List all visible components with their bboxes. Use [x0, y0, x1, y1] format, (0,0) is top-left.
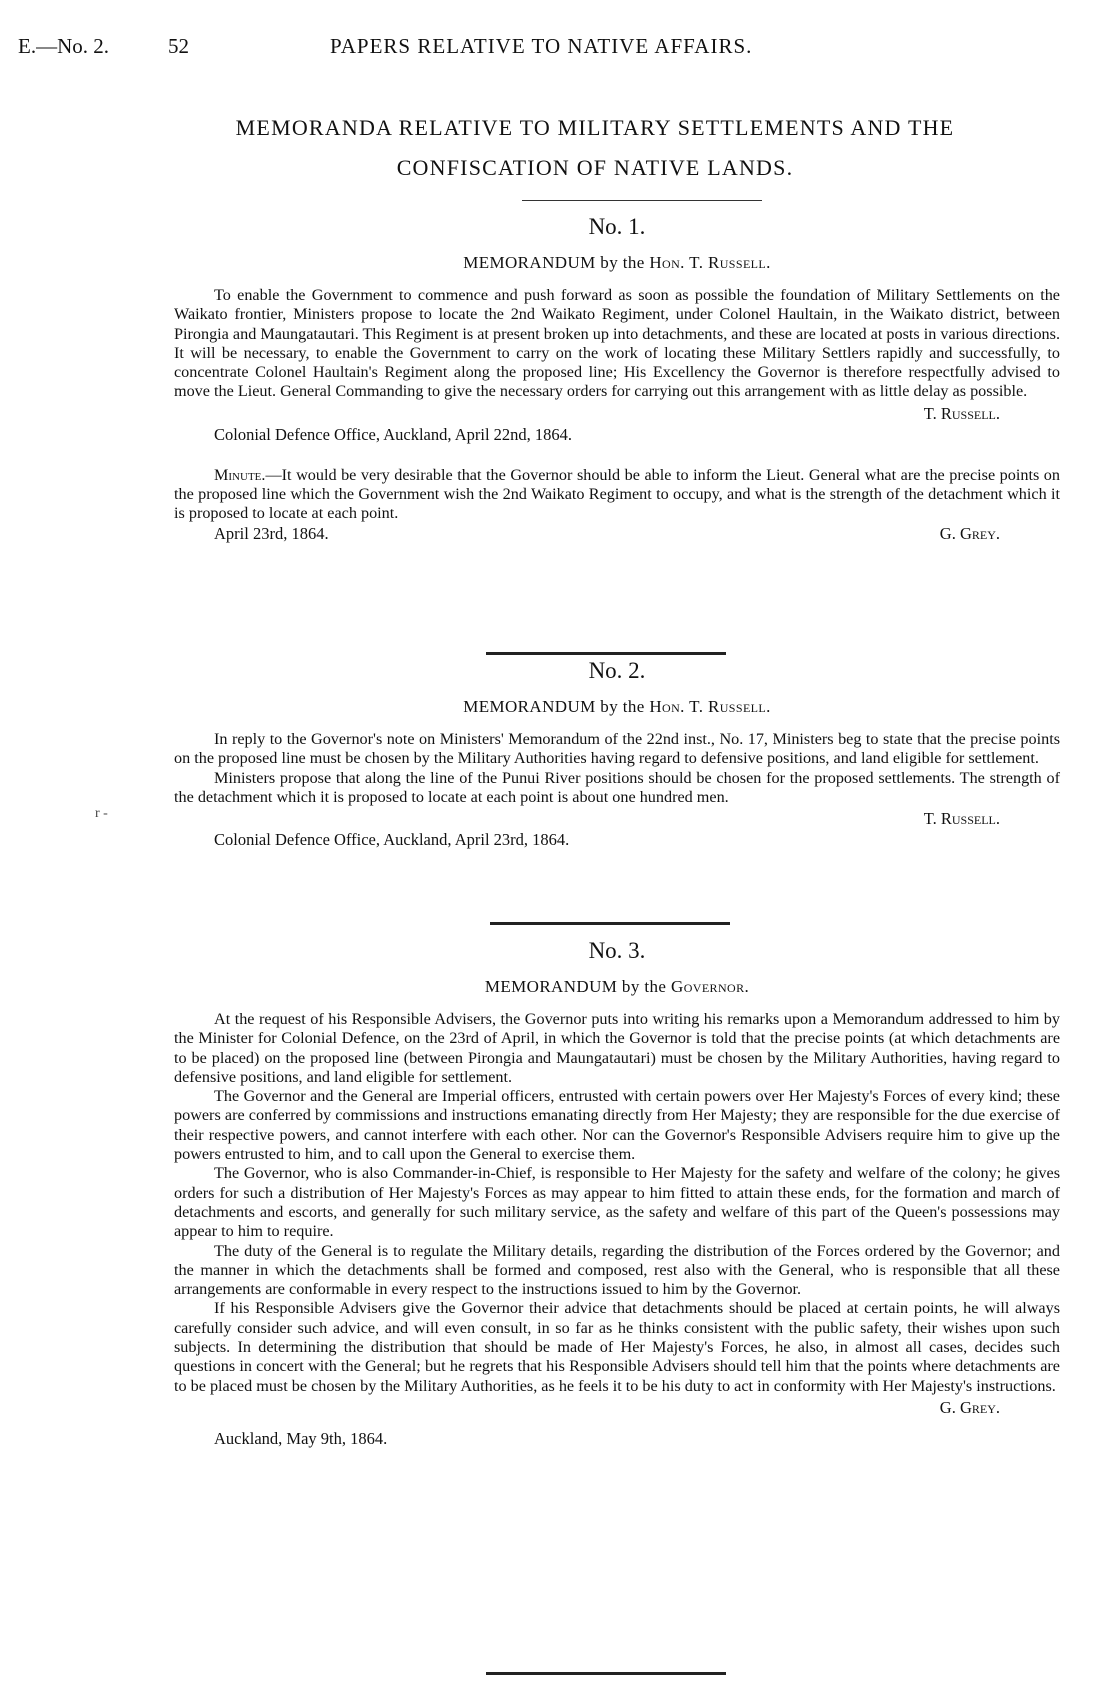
- main-title-line-1: MEMORANDA RELATIVE TO MILITARY SETTLEMENTS AND THE: [235, 115, 955, 140]
- minute-text: —It would be very desirable that the Governor should be able to inform the Lieut. General what are the precise points on the proposed line which the Government wish the 2nd Waikato Regiment to occupy, and what is the strength of the detachment which it is proposed to locate at each point.: [174, 465, 1060, 523]
- memo-3-number: No. 3.: [588, 938, 646, 963]
- memo-3-heading: [174, 974, 1060, 1000]
- memo-2-paragraph-1: In reply to the Governor's note on Ministers' Memorandum of the 22nd inst., No. 17, Ministers beg to state that the precise points on the proposed line must be chosen by the Military Authorities having regard to defensive positions, and land eligible for settlement.: [174, 730, 1060, 768]
- memo-1-minute: [174, 466, 1060, 524]
- minute-label: Minute.: [214, 465, 266, 484]
- memo-1-dateline: Colonial Defence Office, Auckland, April 22nd, 1864.: [214, 424, 573, 444]
- minute-date: April 23rd, 1864.: [214, 523, 329, 543]
- memo-2-heading: [174, 694, 1060, 720]
- memo-1-author: Hon. T. Russell.: [649, 253, 771, 272]
- memo-2-dateline: Colonial Defence Office, Auckland, April 23rd, 1864.: [214, 830, 570, 850]
- main-title-line-2: CONFISCATION OF NATIVE LANDS.: [396, 155, 794, 180]
- memo-3-paragraph-2: The Governor and the General are Imperial officers, entrusted with certain powers over Her Majesty's Forces of every kind; these powers are conferred by commissions and instructions emanating directly from Her Majesty; they are responsible for the due exercise of their respective powers, and cannot interfere with each other. Nor can the Governor's Responsible Advisers require him to give up the powers entrusted to him, and to call upon the General to exercise them.: [174, 1087, 1060, 1164]
- memo-3-paragraph-1: At the request of his Responsible Advisers, the Governor puts into writing his remarks upon a Memorandum addressed to him by the Minister for Colonial Defence, on the 23rd of April, in which the Governor is told that the precise points (at which detachments are to be placed) on the proposed line (between Pirongia and Maungatautari) must be chosen by the Military Authorities, having regard to defensive positions, and land eligible for settlement.: [174, 1010, 1060, 1086]
- memo-3-paragraph-5: If his Responsible Advisers give the Governor their advice that detachments should be placed at certain points, he will always carefully consider such advice, and will even consult, in so far as he thinks consistent with the public safety, their wishes upon such subjects. In determining the distribution that should be made of Her Majesty's Forces, he also, in almost all cases, decides such questions in concert with the General; but he regrets that his Responsible Advisers should tell him that the points where detachments are to be placed must be chosen by the Military Authorities, as he feels it to be his duty to act in conformity with Her Majesty's instructions.: [174, 1299, 1060, 1395]
- memo-1-paragraph: To enable the Government to commence and push forward as soon as possible the foundation of Military Settlements on the Waikato frontier, Ministers propose to locate the 2nd Waikato Regiment, under Colonel Haultain, in the Waikato district, between Pirongia and Maungatautari. This Regiment is at present broken up into detachments, and these are located at posts in various directions. It will be necessary, to enable the Government to carry on the work of locating these Military Settlers rapidly and successfully, to concentrate Colonel Haultain's Regiment along the proposed line; His Excellency the Governor is therefore respectfully advised to move the Lieut. General Commanding to give the necessary orders for carrying out this arrangement with as little delay as possible.: [174, 286, 1060, 401]
- divider-1: [486, 652, 726, 655]
- main-title: [120, 108, 1070, 188]
- page-number: 52: [168, 34, 189, 58]
- margin-mark: r -: [95, 806, 108, 821]
- memo-3-paragraph-3: The Governor, who is also Commander-in-Chief, is responsible to Her Majesty for the safety and welfare of the colony; he gives orders for such a distribution of Her Majesty's Forces as may appear to him fitted to attain these ends, for the formation and march of detachments and escorts, and generally for such military service, as the safety and welfare of this part of the Queen's possessions may appear to him to require.: [174, 1164, 1060, 1241]
- memo-1-heading: [174, 250, 1060, 276]
- divider-2: [490, 922, 730, 925]
- memo-3-paragraph-4: The duty of the General is to regulate the Military details, regarding the distribution of the Forces ordered by the Governor; and the manner in which the detachments shall be formed and composed, rest also with the General, who is responsible that all these arrangements are conformable in every respect to the instructions issued to him by the Governor.: [174, 1241, 1060, 1299]
- memo-2-signature: T. Russell.: [923, 809, 1000, 829]
- minute-footer: [174, 524, 1060, 548]
- memo-3: [174, 936, 1060, 1450]
- memo-2-author: Hon. T. Russell.: [649, 697, 771, 716]
- memo-1-signature: T. Russell.: [923, 403, 1000, 423]
- running-head: [18, 34, 1098, 62]
- memo-3-dateline: Auckland, May 9th, 1864.: [214, 1428, 388, 1448]
- document-reference: E.—No. 2.: [18, 34, 109, 58]
- memo-2-heading-prefix: MEMORANDUM by the: [463, 697, 645, 716]
- memo-3-signature: G. Grey.: [939, 1397, 1000, 1417]
- memo-3-heading-prefix: MEMORANDUM by the: [484, 977, 667, 996]
- divider-short: [522, 200, 762, 201]
- memo-2-number: No. 2.: [588, 658, 646, 683]
- memo-1: [174, 212, 1060, 548]
- memo-1-number: No. 1.: [588, 214, 646, 239]
- divider-3: [486, 1672, 726, 1675]
- minute-signature: G. Grey.: [939, 523, 1000, 543]
- running-title: PAPERS RELATIVE TO NATIVE AFFAIRS.: [330, 34, 753, 58]
- memo-2: [174, 656, 1060, 851]
- memo-3-author: Governor.: [671, 977, 750, 996]
- memo-1-heading-prefix: MEMORANDUM by the: [463, 253, 645, 272]
- memo-2-paragraph-2: Ministers propose that along the line of the Punui River positions should be chosen for the proposed settlements. The strength of the detachment which it is proposed to locate at each point is about one hundred men.: [174, 768, 1060, 806]
